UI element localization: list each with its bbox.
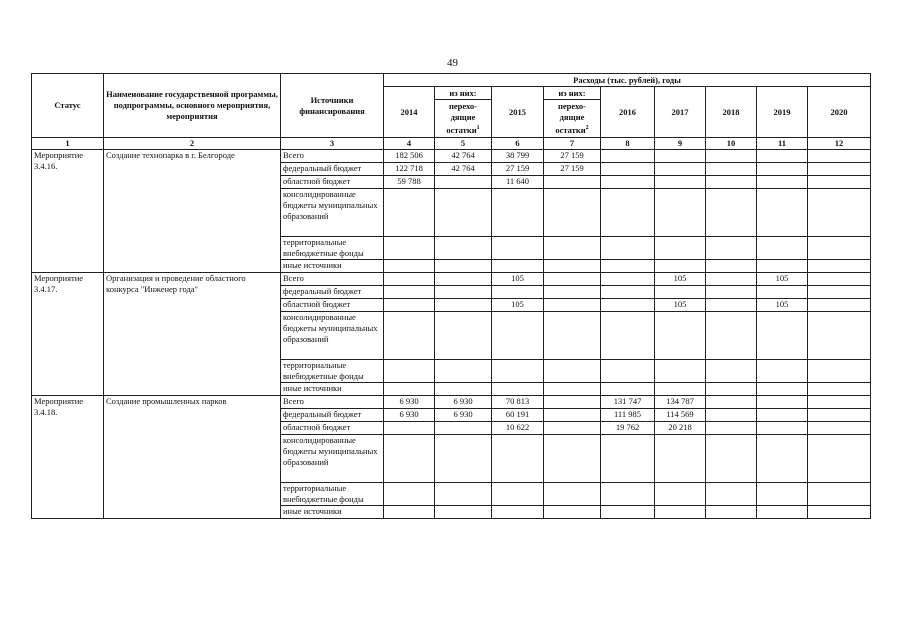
value-cell (808, 286, 871, 299)
value-cell (384, 422, 435, 435)
value-cell (492, 312, 544, 360)
value-cell: 105 (757, 299, 808, 312)
value-cell: 27 159 (492, 163, 544, 176)
col-number: 7 (544, 138, 601, 150)
col-number: 5 (435, 138, 492, 150)
col-number: 8 (601, 138, 655, 150)
source-cell: областной бюджет (281, 176, 384, 189)
value-cell: 10 622 (492, 422, 544, 435)
value-cell (808, 483, 871, 506)
source-cell: территориальные внебюджетные фонды (281, 360, 384, 383)
value-cell (601, 237, 655, 260)
value-cell (492, 189, 544, 237)
value-cell (601, 273, 655, 286)
source-cell: территориальные внебюджетные фонды (281, 237, 384, 260)
value-cell (655, 176, 706, 189)
financing-table (31, 73, 871, 519)
value-cell: 19 762 (601, 422, 655, 435)
value-cell (706, 312, 757, 360)
measure-name-cell: Создание технопарка в г. Белгороде (104, 150, 281, 273)
value-cell (655, 237, 706, 260)
value-cell (384, 506, 435, 519)
col-number: 11 (757, 138, 808, 150)
value-cell (601, 483, 655, 506)
value-cell (808, 163, 871, 176)
value-cell (706, 260, 757, 273)
header-2020: 2020 (808, 87, 871, 138)
value-cell: 38 799 (492, 150, 544, 163)
value-cell (706, 176, 757, 189)
value-cell (706, 360, 757, 383)
value-cell: 6 930 (384, 409, 435, 422)
value-cell (435, 422, 492, 435)
value-cell (544, 312, 601, 360)
value-cell (384, 360, 435, 383)
value-cell: 182 506 (384, 150, 435, 163)
value-cell (544, 273, 601, 286)
value-cell (808, 176, 871, 189)
value-cell (435, 176, 492, 189)
table-row (32, 150, 871, 163)
value-cell (706, 299, 757, 312)
header-2016: 2016 (601, 87, 655, 138)
header-sources: Источники финансирования (281, 74, 384, 138)
value-cell (808, 396, 871, 409)
value-cell (655, 260, 706, 273)
status-cell: Мероприятие 3.4.18. (32, 396, 104, 519)
value-cell (706, 396, 757, 409)
value-cell (757, 506, 808, 519)
value-cell (808, 506, 871, 519)
value-cell (544, 176, 601, 189)
value-cell (757, 409, 808, 422)
value-cell: 105 (492, 299, 544, 312)
source-cell: Всего (281, 273, 384, 286)
value-cell (601, 150, 655, 163)
value-cell (544, 299, 601, 312)
value-cell (757, 163, 808, 176)
value-cell (435, 189, 492, 237)
value-cell (384, 286, 435, 299)
value-cell: 6 930 (435, 396, 492, 409)
value-cell (601, 506, 655, 519)
value-cell: 27 159 (544, 150, 601, 163)
value-cell (655, 150, 706, 163)
value-cell (757, 260, 808, 273)
header-2018: 2018 (706, 87, 757, 138)
col-number: 4 (384, 138, 435, 150)
value-cell (544, 189, 601, 237)
header-name: Наименование государственной программы, подпрограммы, основного мероприятия, мероприятия (104, 74, 281, 138)
value-cell (655, 312, 706, 360)
value-cell (706, 286, 757, 299)
value-cell (435, 260, 492, 273)
value-cell (808, 409, 871, 422)
value-cell (655, 483, 706, 506)
header-2015: 2015 (492, 87, 544, 138)
value-cell (757, 435, 808, 483)
value-cell (706, 273, 757, 286)
value-cell (384, 312, 435, 360)
value-cell (435, 506, 492, 519)
value-cell (601, 383, 655, 396)
value-cell (808, 360, 871, 383)
header-2014: 2014 (384, 87, 435, 138)
source-cell: Всего (281, 396, 384, 409)
col-number: 12 (808, 138, 871, 150)
value-cell (757, 396, 808, 409)
value-cell (808, 312, 871, 360)
value-cell (492, 360, 544, 383)
value-cell: 20 218 (655, 422, 706, 435)
value-cell (435, 383, 492, 396)
value-cell (808, 435, 871, 483)
value-cell (808, 299, 871, 312)
value-cell (706, 483, 757, 506)
value-cell (601, 360, 655, 383)
col-number: 9 (655, 138, 706, 150)
value-cell (601, 176, 655, 189)
value-cell: 6 930 (435, 409, 492, 422)
value-cell: 111 985 (601, 409, 655, 422)
value-cell (435, 299, 492, 312)
value-cell (757, 286, 808, 299)
measure-name-cell: Организация и проведение областного конкурса "Инженер года" (104, 273, 281, 396)
value-cell: 6 930 (384, 396, 435, 409)
value-cell (384, 299, 435, 312)
value-cell (435, 273, 492, 286)
value-cell (706, 506, 757, 519)
value-cell (706, 435, 757, 483)
value-cell (706, 150, 757, 163)
value-cell (601, 299, 655, 312)
value-cell: 131 747 (601, 396, 655, 409)
value-cell (757, 312, 808, 360)
source-cell: консолидированные бюджеты муниципальных образований (281, 312, 384, 360)
header-status: Статус (32, 74, 104, 138)
value-cell (384, 189, 435, 237)
header-carry-1: перехо-дящие остатки$^1$ (435, 100, 492, 138)
value-cell (757, 422, 808, 435)
value-cell (544, 506, 601, 519)
value-cell: 42 764 (435, 150, 492, 163)
value-cell (808, 273, 871, 286)
value-cell (492, 286, 544, 299)
value-cell (757, 360, 808, 383)
value-cell: 70 813 (492, 396, 544, 409)
header-expenses: Расходы (тыс. рублей), годы (384, 74, 871, 87)
value-cell (435, 435, 492, 483)
col-number: 6 (492, 138, 544, 150)
table-row (32, 273, 871, 286)
value-cell (808, 422, 871, 435)
value-cell (808, 237, 871, 260)
value-cell (601, 189, 655, 237)
source-cell: федеральный бюджет (281, 286, 384, 299)
source-cell: территориальные внебюджетные фонды (281, 483, 384, 506)
value-cell (384, 273, 435, 286)
source-cell: федеральный бюджет (281, 163, 384, 176)
header-carry-2: перехо-дящие остатки$^2$ (544, 100, 601, 138)
value-cell (435, 312, 492, 360)
value-cell (492, 260, 544, 273)
value-cell (435, 237, 492, 260)
value-cell (435, 286, 492, 299)
value-cell (757, 237, 808, 260)
source-cell: консолидированные бюджеты муниципальных образований (281, 435, 384, 483)
value-cell: 11 640 (492, 176, 544, 189)
value-cell: 27 159 (544, 163, 601, 176)
col-number: 2 (104, 138, 281, 150)
value-cell (384, 435, 435, 483)
value-cell (544, 435, 601, 483)
page-number: 49 (447, 57, 458, 69)
value-cell: 42 764 (435, 163, 492, 176)
value-cell (706, 422, 757, 435)
value-cell (601, 286, 655, 299)
source-cell: иные источники (281, 383, 384, 396)
value-cell (544, 409, 601, 422)
value-cell (435, 483, 492, 506)
value-cell (808, 383, 871, 396)
header-of-them-1: из них: (435, 87, 492, 100)
value-cell (544, 383, 601, 396)
header-2017: 2017 (655, 87, 706, 138)
value-cell (544, 260, 601, 273)
value-cell (601, 312, 655, 360)
value-cell (384, 483, 435, 506)
value-cell (655, 189, 706, 237)
value-cell (655, 286, 706, 299)
value-cell (706, 383, 757, 396)
value-cell: 114 569 (655, 409, 706, 422)
value-cell (492, 483, 544, 506)
value-cell (492, 237, 544, 260)
value-cell: 59 788 (384, 176, 435, 189)
status-cell: Мероприятие 3.4.16. (32, 150, 104, 273)
value-cell (757, 383, 808, 396)
value-cell: 105 (757, 273, 808, 286)
col-number: 3 (281, 138, 384, 150)
value-cell (601, 260, 655, 273)
value-cell (655, 435, 706, 483)
value-cell (706, 163, 757, 176)
value-cell (655, 383, 706, 396)
value-cell (706, 237, 757, 260)
header-2019: 2019 (757, 87, 808, 138)
value-cell (655, 163, 706, 176)
source-cell: областной бюджет (281, 422, 384, 435)
source-cell: консолидированные бюджеты муниципальных образований (281, 189, 384, 237)
value-cell (544, 422, 601, 435)
source-cell: иные источники (281, 506, 384, 519)
value-cell (384, 237, 435, 260)
value-cell (492, 383, 544, 396)
value-cell: 134 787 (655, 396, 706, 409)
source-cell: федеральный бюджет (281, 409, 384, 422)
value-cell (601, 435, 655, 483)
col-number: 1 (32, 138, 104, 150)
value-cell (757, 483, 808, 506)
value-cell (492, 506, 544, 519)
measure-name-cell: Создание промышленных парков (104, 396, 281, 519)
value-cell (544, 237, 601, 260)
source-cell: Всего (281, 150, 384, 163)
value-cell (601, 163, 655, 176)
value-cell (757, 176, 808, 189)
value-cell (544, 483, 601, 506)
value-cell: 122 718 (384, 163, 435, 176)
value-cell (655, 360, 706, 383)
value-cell (757, 189, 808, 237)
value-cell: 105 (655, 299, 706, 312)
value-cell (655, 506, 706, 519)
value-cell (384, 260, 435, 273)
value-cell: 105 (492, 273, 544, 286)
value-cell (757, 150, 808, 163)
col-number: 10 (706, 138, 757, 150)
value-cell (808, 260, 871, 273)
value-cell (808, 150, 871, 163)
value-cell (706, 409, 757, 422)
value-cell (706, 189, 757, 237)
value-cell (544, 396, 601, 409)
value-cell (435, 360, 492, 383)
value-cell (544, 360, 601, 383)
table-row (32, 396, 871, 409)
status-cell: Мероприятие 3.4.17. (32, 273, 104, 396)
value-cell (808, 189, 871, 237)
source-cell: областной бюджет (281, 299, 384, 312)
header-of-them-2: из них: (544, 87, 601, 100)
value-cell: 105 (655, 273, 706, 286)
value-cell: 60 191 (492, 409, 544, 422)
value-cell (492, 435, 544, 483)
value-cell (384, 383, 435, 396)
value-cell (544, 286, 601, 299)
source-cell: иные источники (281, 260, 384, 273)
